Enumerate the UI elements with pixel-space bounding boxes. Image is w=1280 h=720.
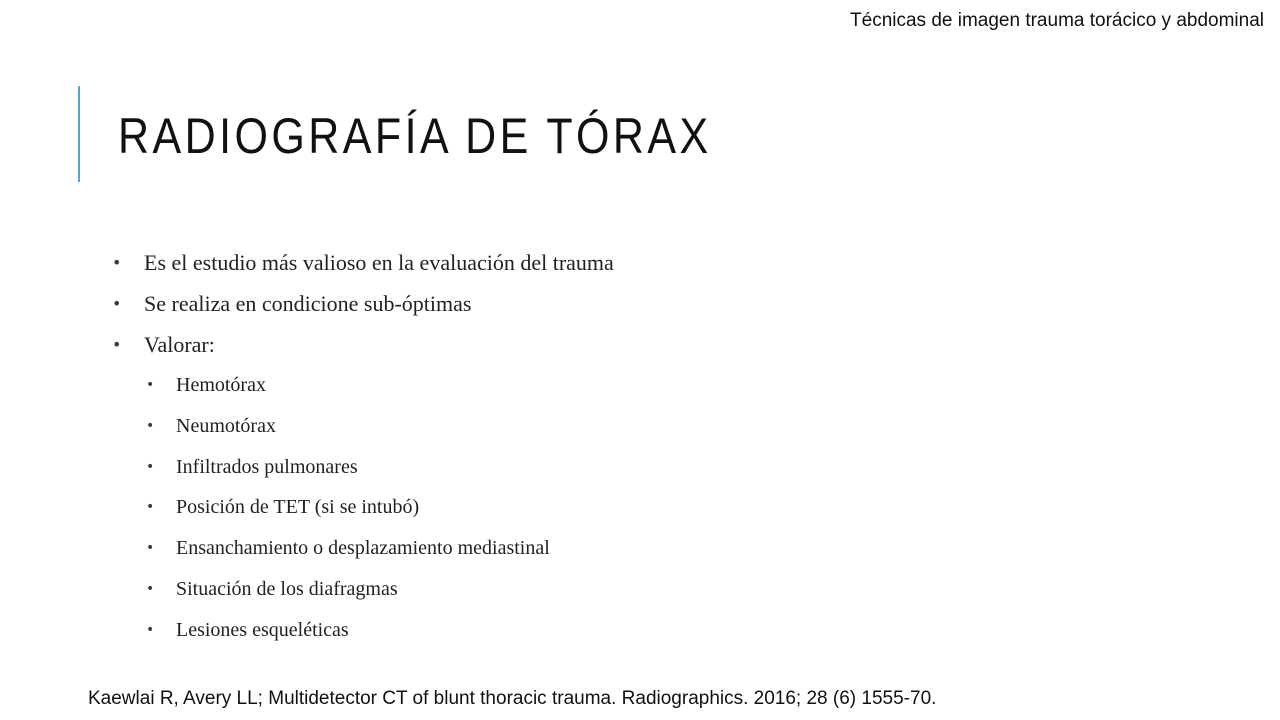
sub-bullet-item xyxy=(112,406,614,447)
bullet-icon: • xyxy=(146,499,155,516)
bullet-item xyxy=(112,242,614,283)
bullet-icon: • xyxy=(146,417,155,434)
sub-bullet-item xyxy=(112,569,614,610)
bullet-text: Es el estudio más valioso en la evaluación del trauma xyxy=(144,250,614,275)
bullet-icon: • xyxy=(146,540,155,557)
bullet-text: Valorar: xyxy=(144,332,215,357)
reference-citation: Kaewlai R, Avery LL; Multidetector CT of blunt thoracic trauma. Radiographics. 2016; 28 (6) 1555-70. xyxy=(88,688,937,709)
bullet-icon: • xyxy=(146,580,155,597)
sub-bullet-text: Lesiones esqueléticas xyxy=(176,618,349,641)
sub-bullet-item xyxy=(112,447,614,488)
sub-bullet-text: Hemotórax xyxy=(176,374,266,396)
bullet-icon: • xyxy=(146,458,155,475)
bullet-icon: • xyxy=(146,377,155,393)
sub-bullet-item xyxy=(112,487,614,528)
bullet-list xyxy=(112,242,614,651)
bullet-text: Se realiza en condicione sub-óptimas xyxy=(144,291,472,316)
sub-bullet-item xyxy=(112,528,614,569)
sub-bullet-text: Posición de TET (si se intubó) xyxy=(176,496,420,519)
bullet-icon: • xyxy=(112,294,122,313)
sub-bullet-text: Situación de los diafragmas xyxy=(176,577,398,600)
sub-bullet-item xyxy=(112,365,614,406)
slide-title: RADIOGRAFÍA DE TÓRAX xyxy=(118,108,712,164)
title-accent-bar xyxy=(78,86,80,182)
sub-bullet-item xyxy=(112,610,614,651)
header-topic: Técnicas de imagen trauma torácico y abdominal xyxy=(850,10,1264,31)
bullet-item xyxy=(112,324,614,365)
bullet-icon: • xyxy=(112,253,122,272)
sub-bullet-text: Infiltrados pulmonares xyxy=(176,455,358,478)
bullet-item xyxy=(112,283,614,324)
bullet-icon: • xyxy=(146,621,155,638)
bullet-icon: • xyxy=(112,335,122,354)
sub-bullet-text: Ensanchamiento o desplazamiento mediastinal xyxy=(176,537,550,560)
sub-bullet-text: Neumotórax xyxy=(176,414,276,437)
